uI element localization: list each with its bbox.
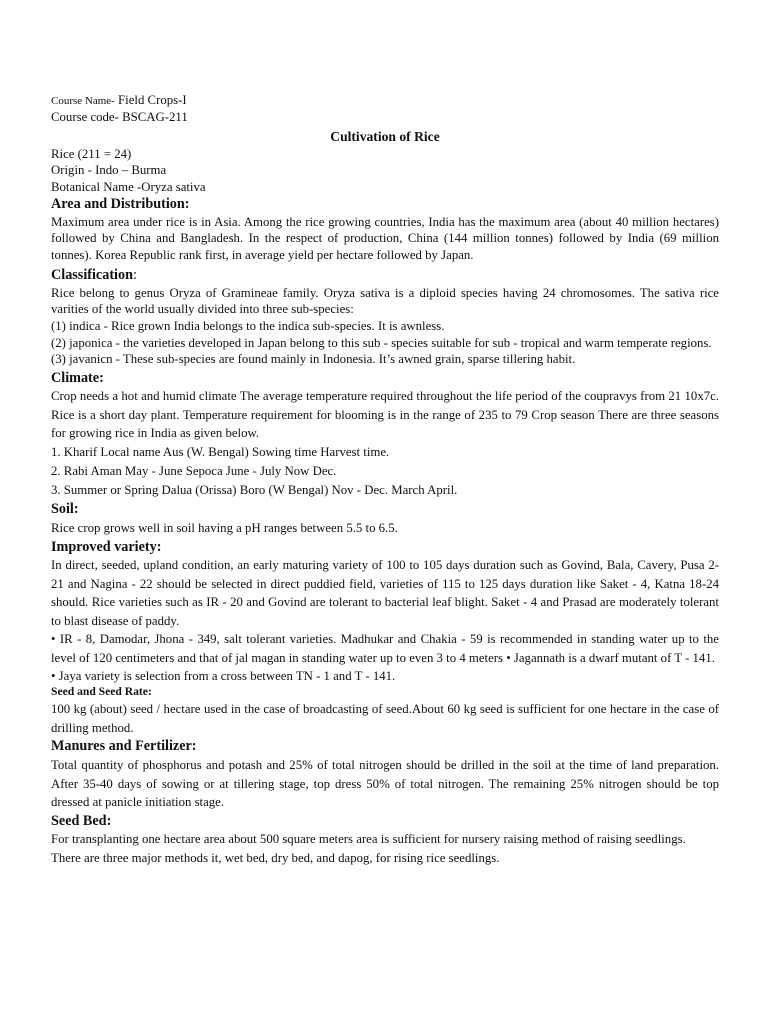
- classification-heading-colon: :: [132, 267, 137, 284]
- climate-season-summer: 3. Summer or Spring Dalua (Orissa) Boro (W Bengal) Nov - Dec. March April.: [51, 483, 458, 498]
- classification-paragraph: Rice belong to genus Oryza of Gramineae family. Oryza sativa is a diploid species having 24 chromosomes. The sativa rice varities of the world usually divided into three sub-species:: [51, 285, 719, 317]
- classification-item-japonica: (2) japonica - the varieties developed in Japan belong to this sub - species suitable for sub - tropical and warm temperate regions.: [51, 335, 712, 350]
- improved-variety-paragraph: In direct, seeded, upland condition, an early maturing variety of 100 to 105 days duration such as Govind, Bala, Cavery, Pusa 2-21 and Nagina - 22 should be selected in direct puddied field, varieties of 115 to 125 days duration like Saket - 4, Katna 18-24 should. Rice varieties such as IR - 20 and Govind are tolerant to bacterial leaf blight. Saket - 4 and Prasad are moderately tolerant to blast disease of paddy.: [51, 558, 719, 628]
- document-title: Cultivation of Rice: [330, 128, 440, 144]
- course-name-label: Course Name-: [51, 95, 115, 107]
- improved-variety-bullet-1: • IR - 8, Damodar, Jhona - 349, salt tolerant varieties. Madhukar and Chakia - 59 is recommended in standing water up to the level of 120 centimeters and that of jal magan in standing water up to even 3 to 4 meters • Jagannath is a dwarf mutant of T - 141.: [51, 632, 719, 666]
- seed-bed-heading: Seed Bed:: [51, 812, 112, 829]
- seed-bed-methods: There are three major methods it, wet bed, dry bed, and dapog, for rising rice seedlings.: [51, 850, 500, 865]
- manures-paragraph: Total quantity of phosphorus and potash and 25% of total nitrogen should be drilled in the soil at the time of land preparation. After 35-40 days of sowing or at tillering stage, top dress 50% of total nitrogen. The remaining 25% nitrogen should be top dressed at panicle initiation stage.: [51, 757, 719, 810]
- botanical-name-line: Botanical Name -Oryza sativa: [51, 179, 206, 194]
- course-name-line: [51, 92, 719, 109]
- soil-heading: Soil:: [51, 501, 79, 518]
- climate-paragraph: Crop needs a hot and humid climate The average temperature required throughout the life period of the coupravys from 21 10x7c. Rice is a short day plant. Temperature requirement for blooming is in the range of 235 to 79 Crop season There are three seasons for growing rice in India as given below.: [51, 389, 719, 441]
- rice-chromosome-line: Rice (211 = 24): [51, 146, 132, 161]
- seed-bed-paragraph: For transplanting one hectare area about 500 square meters area is sufficient for nursery raising method of raising seedlings.: [51, 832, 686, 847]
- course-name-value: Field Crops-I: [114, 93, 187, 107]
- origin-line: Origin - Indo – Burma: [51, 163, 167, 178]
- improved-variety-heading: Improved variety:: [51, 538, 162, 555]
- classification-heading-text: Classification: [51, 267, 133, 284]
- area-paragraph: Maximum area under rice is in Asia. Among the rice growing countries, India has the maximum area (about 40 million hectares) followed by China and Bangladesh. In the respect of production, China (144 million tonnes) followed by India (69 million tonnes). Korea Republic rank first, in average yield per hectare followed by Japan.: [51, 214, 719, 262]
- seed-rate-paragraph: 100 kg (about) seed / hectare used in the case of broadcasting of seed.About 60 kg seed is sufficient for one hectare in the case of drilling method.: [51, 702, 719, 735]
- seed-rate-heading: Seed and Seed Rate:: [51, 685, 152, 699]
- course-code: Course code- BSCAG-211: [51, 110, 188, 125]
- climate-heading: Climate:: [51, 369, 104, 386]
- soil-paragraph: Rice crop grows well in soil having a pH ranges between 5.5 to 6.5.: [51, 520, 398, 535]
- classification-item-javanica: (3) javanicn - These sub-species are found mainly in Indonesia. It’s awned grain, sparse tillering habit.: [51, 352, 576, 367]
- climate-season-kharif: 1. Kharif Local name Aus (W. Bengal) Sowing time Harvest time.: [51, 445, 390, 460]
- document-page: [51, 92, 719, 868]
- manures-heading: Manures and Fertilizer:: [51, 738, 197, 755]
- climate-season-rabi: 2. Rabi Aman May - June Sepoca June - July Now Dec.: [51, 464, 337, 479]
- area-heading: Area and Distribution:: [51, 196, 190, 213]
- improved-variety-bullet-2: • Jaya variety is selection from a cross between TN - 1 and T - 141.: [51, 668, 396, 683]
- classification-heading: [51, 266, 719, 285]
- classification-item-indica: (1) indica - Rice grown India belongs to the indica sub-species. It is awnless.: [51, 319, 445, 333]
